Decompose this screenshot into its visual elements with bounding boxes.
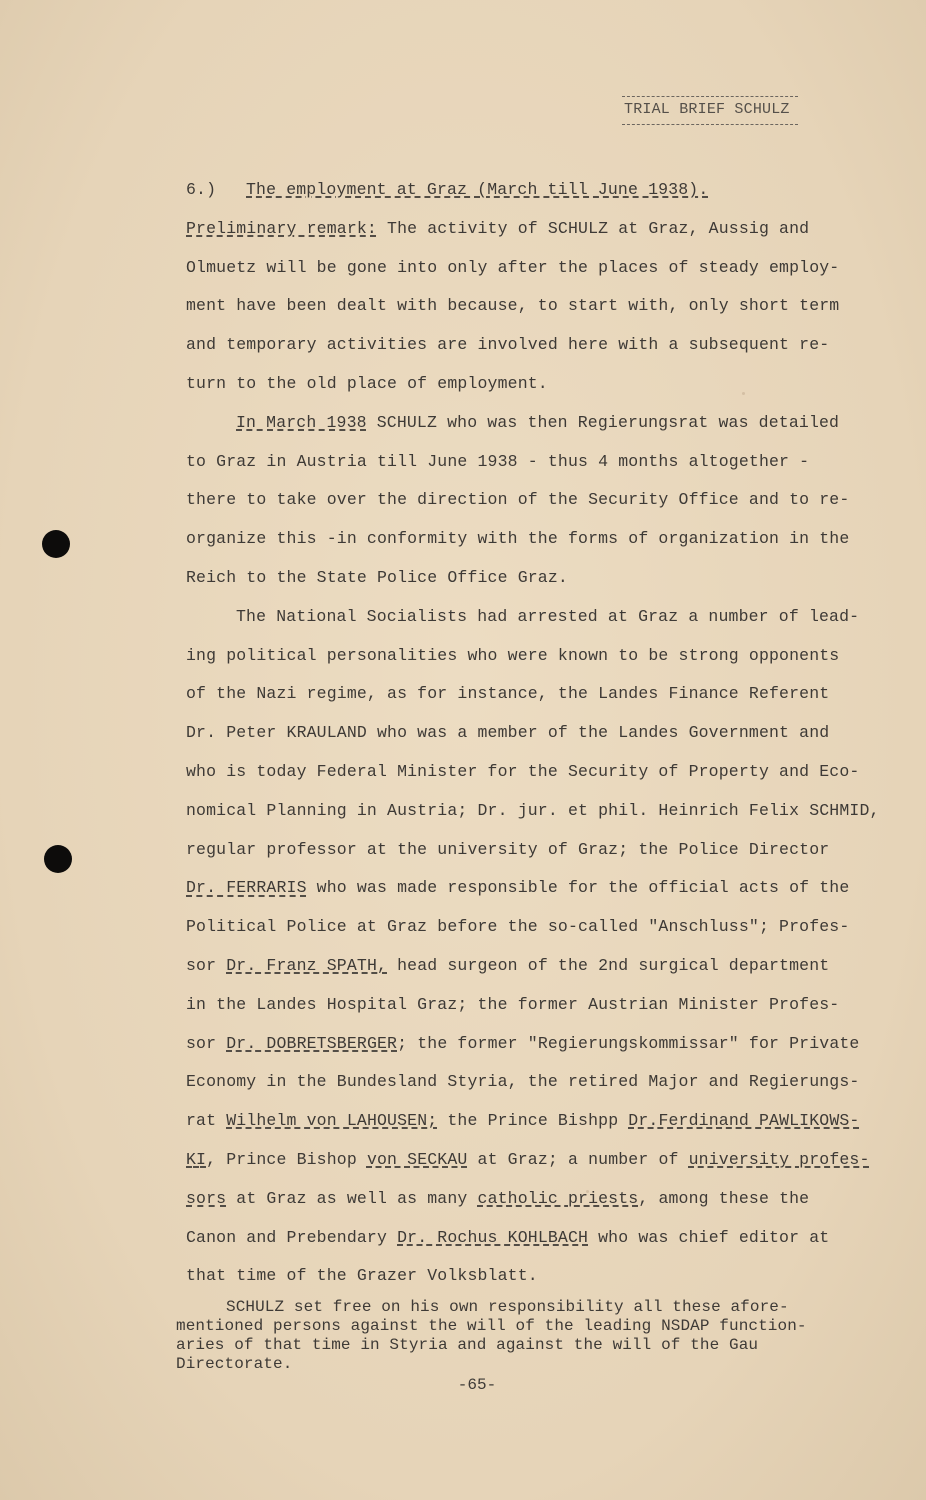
p4-line-3: aries of that time in Styria and against the will of the Gau	[176, 1336, 759, 1354]
name-dobretsberger: Dr. DOBRETSBERGER	[226, 1033, 398, 1053]
p4-line-2: mentioned persons against the will of the leading NSDAP function-	[176, 1317, 807, 1335]
p2-line-5: Reich to the State Police Office Graz.	[186, 567, 568, 587]
p3-line-5: who is today Federal Minister for the Security of Property and Eco-	[186, 761, 860, 781]
page-number: -65-	[457, 1376, 497, 1394]
p3-line-2: ing political personalities who were known to be strong opponents	[186, 645, 840, 665]
date-march-1938: In March 1938	[236, 412, 367, 432]
section-number: 6.)	[186, 180, 217, 199]
p3-line-3: of the Nazi regime, as for instance, the Landes Finance Referent	[186, 684, 830, 704]
p3-line-9: Political Police at Graz before the so-called "Anschluss"; Profes-	[186, 917, 850, 937]
p3-line-13: Economy in the Bundesland Styria, the retired Major and Regierungs-	[186, 1072, 860, 1092]
p3-line-18: that time of the Grazer Volksblatt.	[186, 1266, 538, 1286]
p4-line-4: Directorate.	[176, 1355, 293, 1373]
p2-line-1: In March 1938 SCHULZ who was then Regierungsrat was detailed	[236, 412, 840, 432]
university-professors-cont: sors	[186, 1188, 227, 1208]
p1-line-3: ment have been dealt with because, to start with, only short term	[186, 296, 840, 316]
p3-line-4: Dr. Peter KRAULAND who was a member of the Landes Government and	[186, 723, 830, 743]
punch-hole	[44, 845, 72, 873]
p2-line-2: to Graz in Austria till June 1938 - thus 4 months altogether -	[186, 451, 810, 471]
name-pawlikowski-cont: KI	[186, 1149, 207, 1169]
name-kohlbach: Dr. Rochus KOHLBACH	[397, 1227, 589, 1247]
main-text	[186, 171, 880, 1296]
name-lahousen: Wilhelm von LAHOUSEN;	[226, 1111, 438, 1131]
closing-paragraph	[176, 1298, 816, 1374]
p3-line-10: sor Dr. Franz SPATH, head surgeon of the 2nd surgical department	[186, 955, 830, 975]
p1-line-4: and temporary activities are involved here with a subsequent re-	[186, 335, 830, 355]
p3-line-11: in the Landes Hospital Graz; the former Austrian Minister Profes-	[186, 994, 840, 1014]
p3-line-6: nomical Planning in Austria; Dr. jur. et phil. Heinrich Felix SCHMID,	[186, 800, 880, 820]
catholic-priests: catholic priests	[477, 1188, 639, 1208]
p1-line-2: Olmuetz will be gone into only after the places of steady employ-	[186, 257, 840, 277]
p3-line-1: The National Socialists had arrested at Graz a number of lead-	[236, 606, 860, 626]
p3-line-15: KI, Prince Bishop von SECKAU at Graz; a number of university profes-	[186, 1149, 870, 1169]
p3-line-8: Dr. FERRARIS who was made responsible for the official acts of the	[186, 878, 850, 898]
header-rule-bottom	[622, 124, 798, 125]
punch-hole	[42, 530, 70, 558]
p1-line-5: turn to the old place of employment.	[186, 373, 548, 393]
p4-line-1: SCHULZ set free on his own responsibility all these afore-	[226, 1298, 789, 1316]
section-heading-line	[186, 171, 846, 210]
p3-line-16: sors at Graz as well as many catholic priests, among these the	[186, 1188, 810, 1208]
name-spath: Dr. Franz SPATH,	[226, 955, 388, 975]
name-ferraris: Dr. FERRARIS	[186, 878, 307, 898]
header-title: TRIAL BRIEF SCHULZ	[624, 101, 790, 118]
trial-brief-header	[622, 96, 798, 125]
p2-line-3: there to take over the direction of the Security Office and to re-	[186, 490, 850, 510]
preliminary-remark-label: Preliminary remark:	[186, 218, 377, 238]
p2-line-4: organize this -in conformity with the forms of organization in the	[186, 529, 850, 549]
p3-line-17: Canon and Prebendary Dr. Rochus KOHLBACH who was chief editor at	[186, 1227, 830, 1247]
university-professors: university profes-	[688, 1149, 870, 1169]
name-pawlikowski: Dr.Ferdinand PAWLIKOWS-	[628, 1111, 860, 1131]
name-seckau: von SECKAU	[366, 1149, 468, 1169]
p3-line-7: regular professor at the university of Graz; the Police Director	[186, 839, 830, 859]
p1-line-1: Preliminary remark: The activity of SCHULZ at Graz, Aussig and	[186, 218, 810, 238]
p3-line-12: sor Dr. DOBRETSBERGER; the former "Regierungskommissar" for Private	[186, 1033, 860, 1053]
section-heading: The employment at Graz (March till June 1938).	[246, 180, 709, 199]
p3-line-14: rat Wilhelm von LAHOUSEN; the Prince Bishpp Dr.Ferdinand PAWLIKOWS-	[186, 1111, 860, 1131]
